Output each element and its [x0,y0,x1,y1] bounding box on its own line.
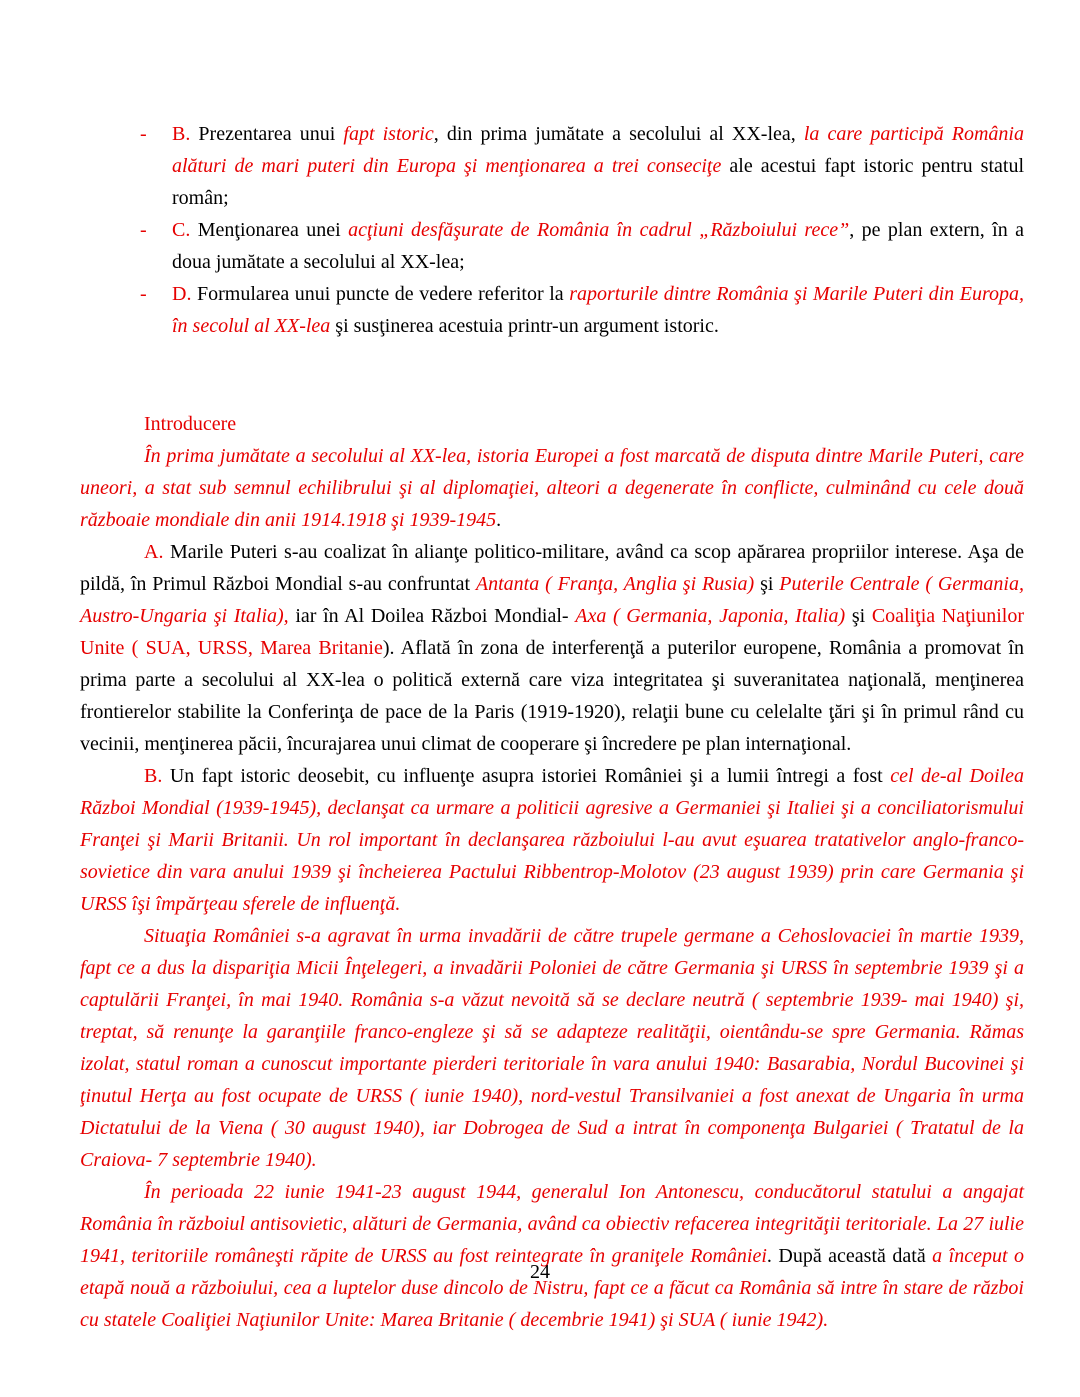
list-marker: - [140,219,147,241]
list-item-text [172,219,1024,273]
text-run: ale acestui fapt istoric pentru statul român; [172,155,1024,209]
list-item [80,214,1024,278]
list-item [80,278,1024,342]
list-item-text [172,123,1024,209]
page-number: 24 [530,1261,550,1283]
list-item-text [172,283,1024,337]
text-run: şi [754,573,780,595]
text-run: Coaliţia Naţiunilor Unite ( SUA, URSS, Marea Britanie [80,605,1024,659]
text-run: D. [172,283,192,305]
text-run: a început o etapă nouă a războiului, cea a luptelor duse dincolo de Nistru, fapt ce a făcut ca România să intre în stare de război cu statele Coaliţiei Naţiunilor Unite: Marea Britanie ( decembrie 1941) şi SUA ( iunie 1942). [80,1245,1024,1331]
paragraph [80,920,1024,1176]
text-run: iar în Al Doilea Război Mondial- [288,605,576,627]
text-run: , pe plan extern, în a doua jumătate a secolului al XX-lea; [172,219,1025,273]
list-marker: - [140,123,147,145]
text-run: ). Aflată în zona de interferenţă a puterilor europene, România a promovat în prima parte a secolului al XX-lea o politică externă care viza integritatea şi suveranitatea naţională, menţinerea frontierelor stabilite la Conferinţa de pace de la Paris (1919-1920), relaţii bune cu celelalte ţări şi în primul rând cu vecinii, menţinerea păcii, încurajarea unui climat de cooperare şi încredere pe plan internaţional. [80,637,1024,755]
text-run: C. [172,219,191,241]
text-run: raporturile dintre România şi Marile Puteri din Europa, în secolul al XX-lea [172,283,1024,337]
text-run: Prezentarea unui [190,123,344,145]
text-run: În prima jumătate a secolului al XX-lea, istoria Europei a fost marcată de disputa dintre Marile Puteri, care uneori, a stat sub semnul echilibrului şi al diplomaţiei, alteori a degenerate în conflicte, culminând cu cele două războaie mondiale din anii 1914.1918 şi 1939-1945 [80,445,1024,531]
text-run: fapt istoric [343,123,434,145]
text-run: Axa ( Germania, Japonia, Italia) [575,605,846,627]
document-body [80,118,1024,1336]
text-run: Un fapt istoric deosebit, cu influenţe asupra istoriei României şi a lumii întregi a fost [162,765,891,787]
paragraph [80,440,1024,536]
text-run: . [496,509,502,531]
text-run: Formularea unui puncte de vedere referitor la [191,283,570,305]
text-run: la care participă România alături de mari puteri din Europa şi menţionarea a trei conseciţe [172,123,1024,177]
text-run: B. [172,123,191,145]
paragraph [80,536,1024,760]
list-item [80,118,1024,214]
text-run: acţiuni desfăşurate de România în cadrul „Războiului rece” [348,219,850,241]
text-run: Marile Puteri s-au coalizat în alianţe politico-militare, având ca scop apărarea propriilor interese. Aşa de pildă, în Primul Război Mondial s-au confruntat [80,541,1024,595]
text-run: , din prima jumătate a secolului al XX-lea, [433,123,804,145]
text-run: cel de-al Doilea Război Mondial (1939-1945), declanşat ca urmare a politicii agresive a Germaniei şi Italiei şi a conciliatorismului Franţei şi Marii Britanii. Un rol important în declanşarea războiului l-au avut eşuarea tratativelor anglo-franco-sovietice din vara anului 1939 şi încheierea Pactului Ribbentrop-Molotov (23 august 1939) prin care Germania şi URSS îşi împărţeau sferele de influenţă. [80,765,1024,915]
text-run: şi [845,605,872,627]
text-run: B. [144,765,163,787]
text-run: Menţionarea unei [190,219,349,241]
text-run: A. [144,541,164,563]
text-run: . După această dată [766,1245,933,1267]
text-run: Puterile Centrale ( Germania, Austro-Ungaria şi Italia), [80,573,1024,627]
heading [80,408,1024,440]
text-run: şi susţinerea acestuia printr-un argument istoric. [330,315,719,337]
text-run: Situaţia României s-a agravat în urma invadării de către trupele germane a Cehoslovaciei în martie 1939, fapt ce a dus la dispariţia Micii Înţelegeri, a invadării Poloniei de către Germania şi URSS în septembrie 1939 şi a captulării Franţei, în mai 1940. România s-a văzut nevoită să se declare neutră ( septembrie 1939- mai 1940) şi, treptat, să renunţe la garanţiile franco-engleze şi să se adapteze realităţii, oientându-se spre Germania. Rămas izolat, statul roman a cunoscut importante pierderi teritoriale în vara anului 1940: Basarabia, Nordul Bucovinei şi ţinutul Herţa au fost ocupate de URSS ( iunie 1940), nord-vestul Transilvaniei a fost anexat de Ungaria în urma Dictatului de la Viena ( 30 august 1940), iar Dobrogea de Sud a intrat în componenţa Bulgariei ( Tratatul de la Craiova- 7 septembrie 1940). [80,925,1024,1171]
text-run: În perioada 22 iunie 1941-23 august 1944, generalul Ion Antonescu, conducătorul statului a angajat România în războiul antisovietic, alături de Germania, având ca obiectiv refacerea integrităţii teritoriale. La 27 iulie 1941, teritoriile româneşti răpite de URSS au fost reintegrate în graniţele României [80,1181,1024,1267]
text-run: Introducere [144,413,237,435]
list-marker: - [140,283,147,305]
text-run: Antanta ( Franţa, Anglia şi Rusia) [475,573,755,595]
paragraph [80,760,1024,920]
